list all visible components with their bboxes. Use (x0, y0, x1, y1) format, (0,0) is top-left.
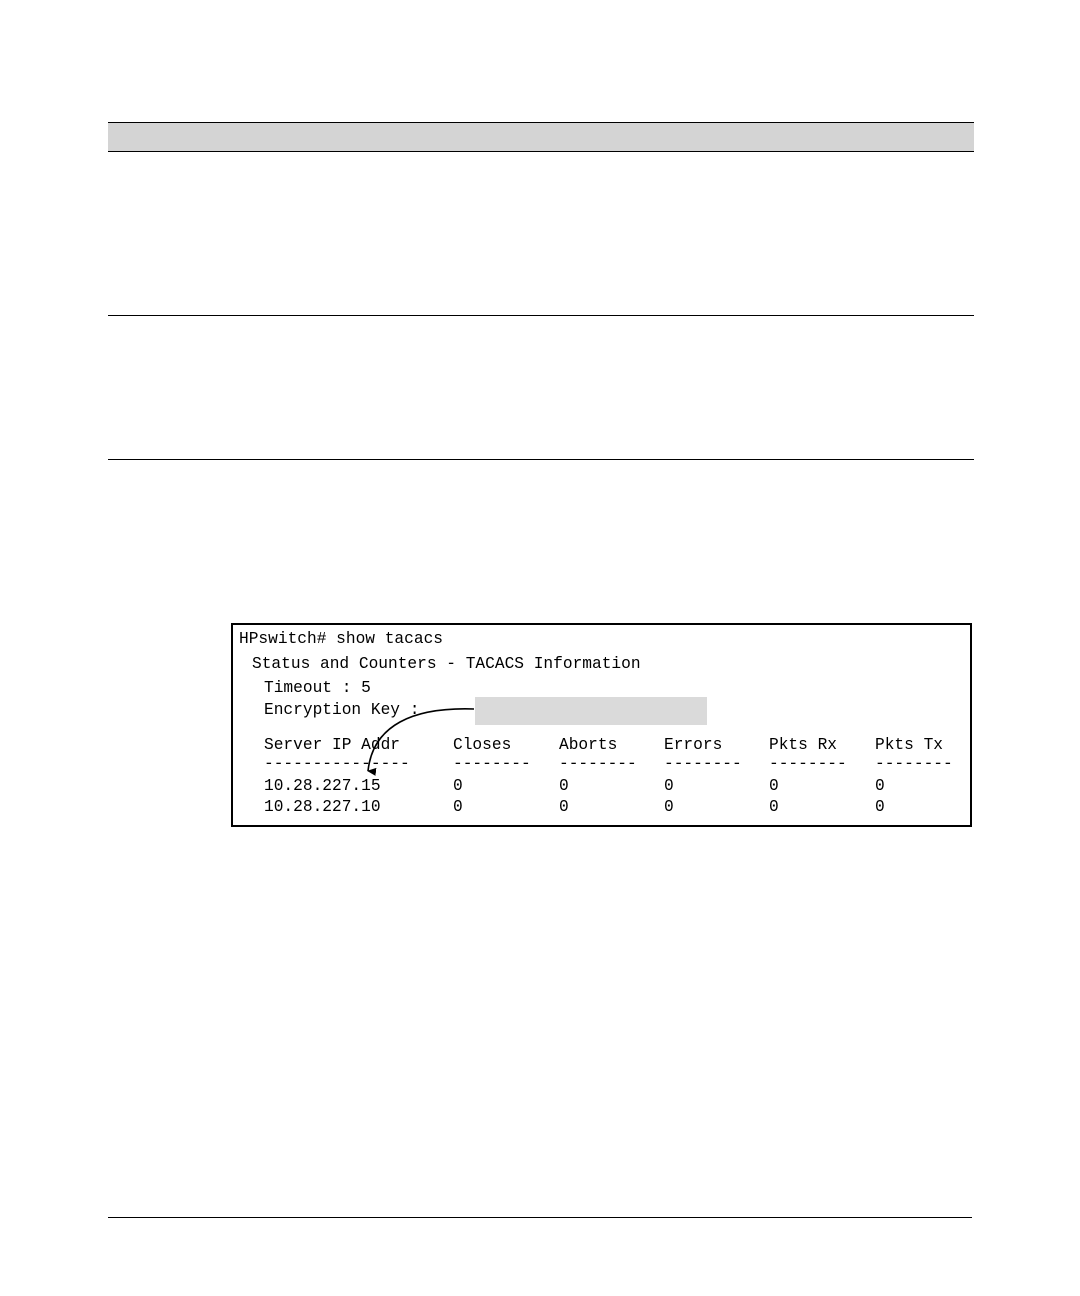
column-header-server-ip: Server IP Addr (264, 736, 400, 754)
column-separator-server-ip: --------------- (264, 755, 410, 773)
row-2-aborts: 0 (559, 798, 569, 816)
status-title-line: Status and Counters - TACACS Information (252, 655, 641, 673)
command-prompt-line: HPswitch# show tacacs (239, 630, 443, 648)
column-header-pkts-rx: Pkts Rx (769, 736, 837, 754)
encryption-key-redaction (475, 697, 707, 725)
terminal-output-figure (231, 623, 972, 827)
encryption-key-label: Encryption Key : (264, 701, 420, 719)
footer-rule (108, 1217, 972, 1218)
column-separator-closes: -------- (453, 755, 531, 773)
row-1-pkts-tx: 0 (875, 777, 885, 795)
timeout-line: Timeout : 5 (264, 679, 371, 697)
column-header-closes: Closes (453, 736, 512, 754)
row-1-errors: 0 (664, 777, 674, 795)
row-1-aborts: 0 (559, 777, 569, 795)
table-row-divider (108, 315, 974, 316)
column-header-errors: Errors (664, 736, 723, 754)
table-bottom-rule (108, 459, 974, 460)
row-2-pkts-rx: 0 (769, 798, 779, 816)
row-2-pkts-tx: 0 (875, 798, 885, 816)
column-separator-pkts-tx: -------- (875, 755, 953, 773)
row-2-server-ip: 10.28.227.10 (264, 798, 381, 816)
row-2-closes: 0 (453, 798, 463, 816)
row-1-closes: 0 (453, 777, 463, 795)
row-1-pkts-rx: 0 (769, 777, 779, 795)
column-separator-errors: -------- (664, 755, 742, 773)
column-separator-aborts: -------- (559, 755, 637, 773)
column-header-pkts-tx: Pkts Tx (875, 736, 943, 754)
column-header-aborts: Aborts (559, 736, 618, 754)
column-separator-pkts-rx: -------- (769, 755, 847, 773)
table-header-band (108, 122, 974, 152)
row-1-server-ip: 10.28.227.15 (264, 777, 381, 795)
row-2-errors: 0 (664, 798, 674, 816)
